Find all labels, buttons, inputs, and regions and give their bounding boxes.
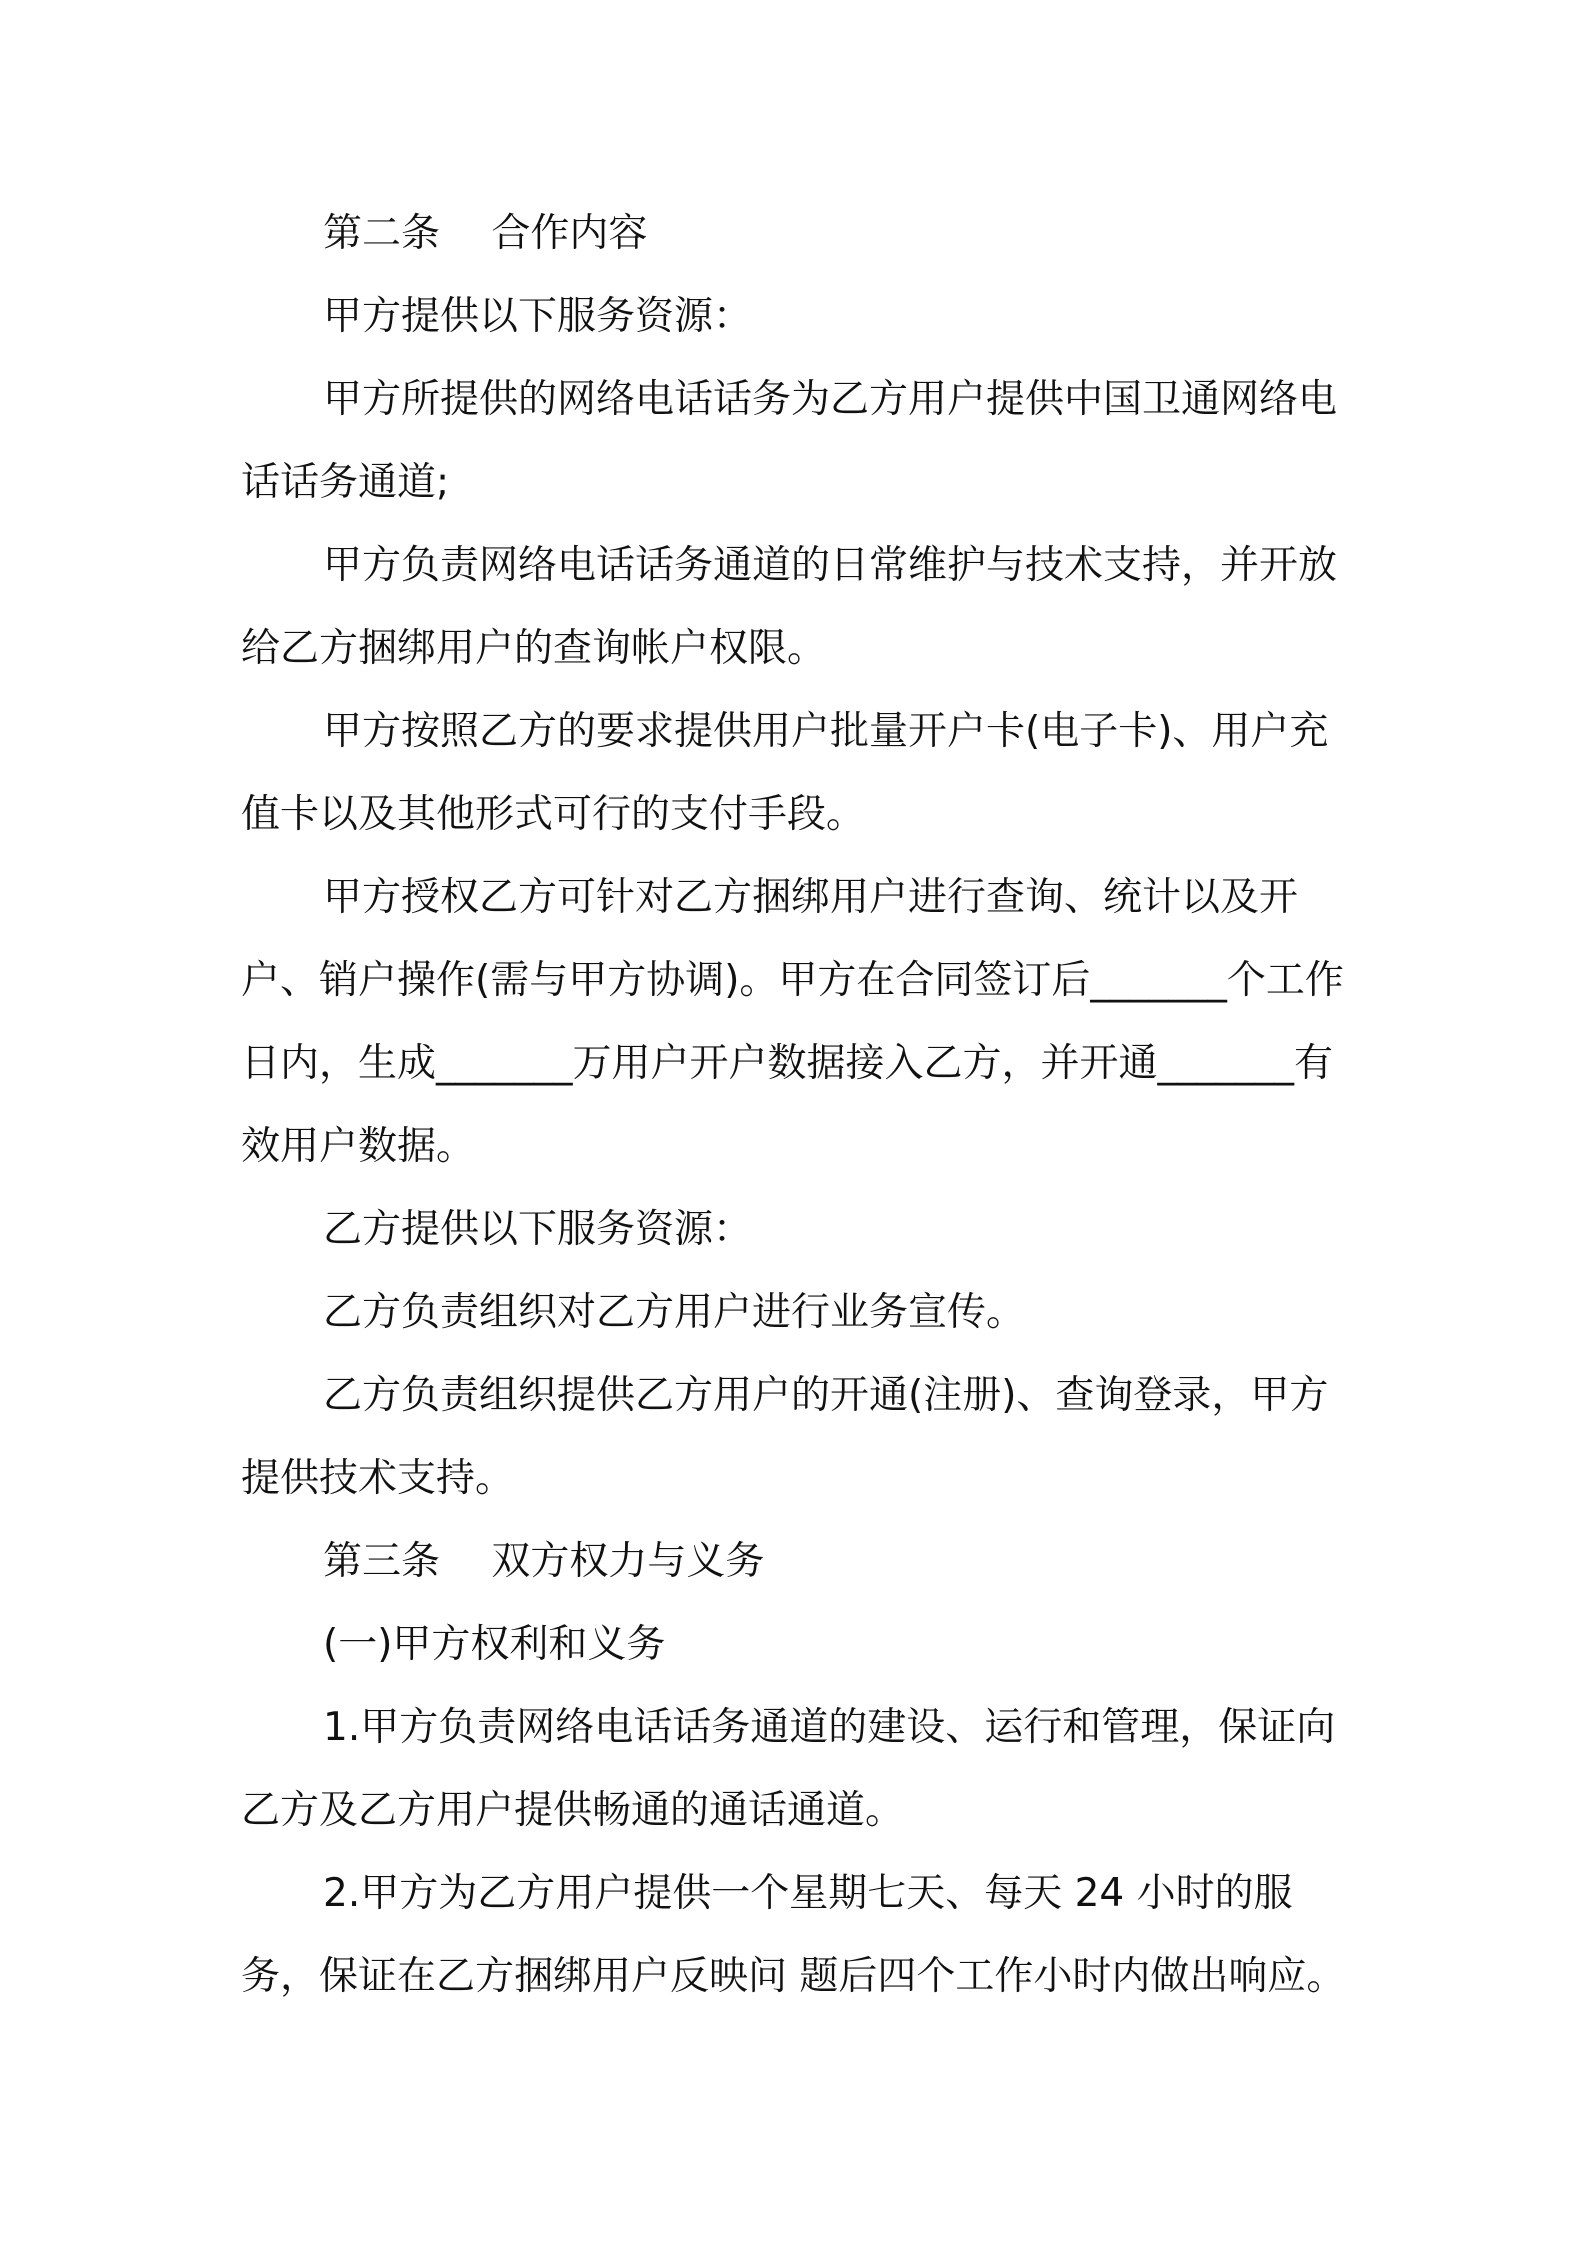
party-a-resources-heading: 甲方提供以下服务资源：: [323, 294, 753, 339]
section-party-a-rights-heading: (一)甲方权利和义务: [323, 1622, 666, 1667]
party-b-resources-heading: 乙方提供以下服务资源：: [323, 1207, 753, 1252]
clause-1: 1.甲方负责网络电话话务通道的建设、运行和管理，保证向乙方及乙方用户提供畅通的通话通道。: [241, 1705, 1336, 1833]
paragraph-party-b-promotion: 乙方负责组织对乙方用户进行业务宣传。: [323, 1290, 1026, 1335]
paragraph-party-a-maintenance: 甲方负责网络电话话务通道的日常维护与技术支持，并开放给乙方捆绑用户的查询帐户权限。: [241, 543, 1338, 671]
document-body: [241, 192, 1361, 2018]
paragraph-party-a-cards: 甲方按照乙方的要求提供用户批量开户卡(电子卡)、用户充值卡以及其他形式可行的支付手段。: [241, 709, 1329, 837]
paragraph-party-b-registration: 乙方负责组织提供乙方用户的开通(注册)、查询登录，甲方提供技术支持。: [241, 1373, 1329, 1501]
paragraph-party-a-authorization: 甲方授权乙方可针对乙方捆绑用户进行查询、统计以及开户、销户操作(需与甲方协调)。甲方在合同签订后_______个工作日内，生成_______万用户开户数据接入乙方，并开通_______有效用户数据。: [241, 875, 1344, 1169]
paragraph-party-a-channel: 甲方所提供的网络电话话务为乙方用户提供中国卫通网络电话话务通道;: [241, 377, 1338, 505]
article-2-heading: 第二条 合作内容: [323, 211, 648, 256]
article-3-heading: 第三条 双方权力与义务: [323, 1539, 765, 1584]
clause-2: 2.甲方为乙方用户提供一个星期七天、每天 24 小时的服务，保证在乙方捆绑用户反映问 题后四个工作小时内做出响应。: [241, 1871, 1346, 1999]
